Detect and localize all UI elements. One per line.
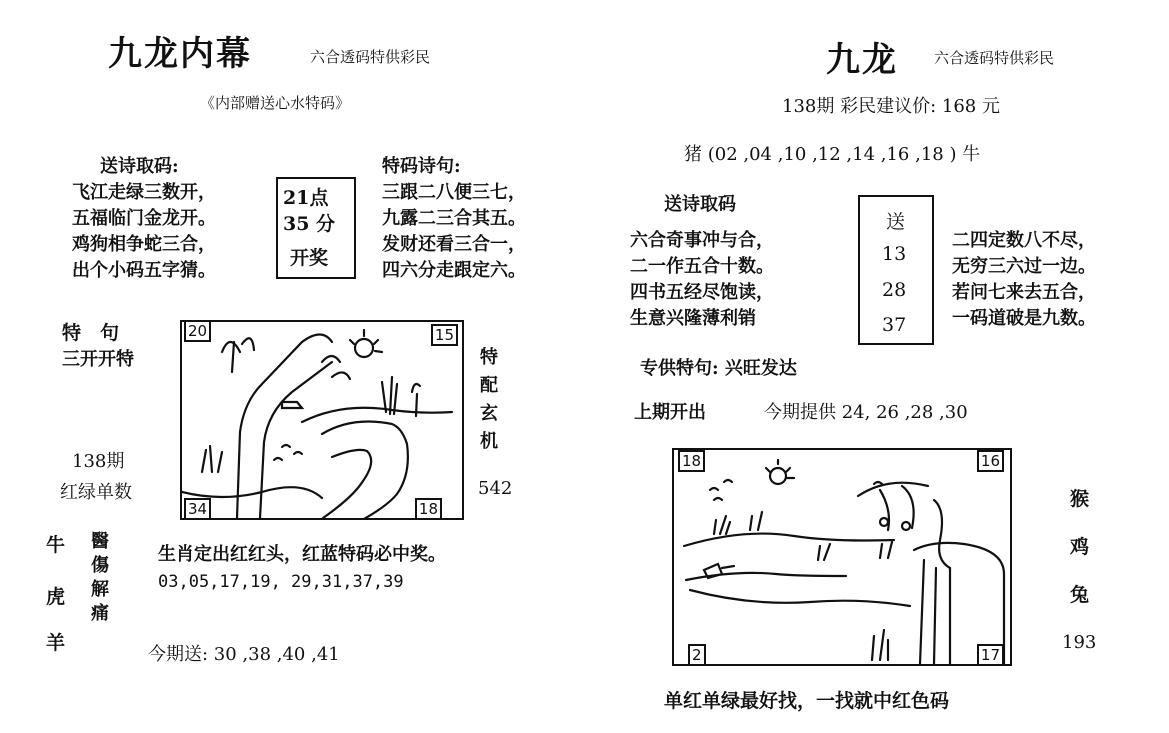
- right-send-box: [858, 195, 934, 345]
- right-poem2: [952, 228, 1096, 332]
- pig-line: 猪 (02 ,04 ,10 ,12 ,14 ,16 ,18 ) 牛: [684, 144, 981, 165]
- left-poem-line: 飞江走绿三数开，: [72, 182, 216, 203]
- left-poem-line: 五福临门金龙开。: [72, 208, 216, 229]
- left-sketch-corner-br: 18: [415, 500, 442, 518]
- right-sketch-corner-br: 17: [977, 646, 1004, 664]
- draw-time-hour: 21点: [283, 187, 329, 209]
- right-poem-line: 二一作五合十数。: [630, 256, 774, 277]
- left-poem: [72, 180, 216, 284]
- draw-time-minute: 35 分: [283, 213, 336, 235]
- left-landscape-sketch: [180, 320, 464, 520]
- send-box-num: 37: [882, 314, 907, 336]
- left-tema-line: 九露二三合其五。: [382, 208, 526, 229]
- send-box-label: 送: [886, 211, 906, 233]
- left-zodiac-2: 虎: [46, 586, 66, 608]
- shengxiao-line: 生肖定出红红头，红蓝特码必中奖。: [158, 544, 446, 565]
- left-issue: 138期: [72, 451, 125, 472]
- left-subtitle: 六合透码特供彩民: [310, 48, 431, 66]
- draw-time-label: 开奖: [290, 247, 329, 269]
- left-sketch-corner-bl: 34: [184, 500, 211, 518]
- right-poem2-line: 一码道破是九数。: [952, 308, 1096, 329]
- left-sketch-corner-tr: 15: [431, 326, 458, 344]
- numbers-line: 03,05,17,19, 29,31,37,39: [158, 572, 404, 592]
- right-sketch-corner-tl: 18: [678, 452, 705, 470]
- right-side-number: 193: [1062, 632, 1097, 653]
- left-side-vertical: 特 配 玄 机: [480, 347, 498, 452]
- right-poem-line: 生意兴隆薄利销: [630, 308, 756, 329]
- left-tema-line: 四六分走跟定六。: [382, 260, 526, 281]
- right-zodiac-1: 猴: [1070, 488, 1090, 510]
- right-subtitle: 六合透码特供彩民: [934, 49, 1055, 67]
- right-zodiac-2: 鸡: [1070, 536, 1090, 558]
- left-sketch-corner-tl: 20: [184, 322, 211, 340]
- left-title: 九龙内幕: [108, 34, 252, 74]
- right-footer: 单红单绿最好找，一找就中红色码: [664, 690, 950, 712]
- right-sketch-corner-tr: 16: [977, 452, 1004, 470]
- right-poem-line: 六合奇事冲与合，: [630, 230, 774, 251]
- right-poem-heading: 送诗取码: [664, 194, 736, 215]
- right-poem-line: 四书五经尽饱读，: [630, 282, 774, 303]
- left-zodiac-1: 牛: [46, 534, 66, 556]
- right-poem2-line: 无穷三六过一边。: [952, 256, 1096, 277]
- left-odd-label: 红绿单数: [60, 482, 132, 503]
- left-tema-heading: 特码诗句:: [382, 156, 461, 177]
- left-poem-heading: 送诗取码:: [100, 156, 179, 177]
- left-stamp: 醫 傷 解 痛: [91, 531, 109, 624]
- left-draw-time-box: [276, 177, 356, 279]
- right-landscape-sketch: [672, 448, 1012, 666]
- left-tema-poem: [382, 180, 526, 284]
- left-side-number: 542: [478, 478, 513, 499]
- teju-text: 三开开特: [62, 349, 134, 370]
- left-tema-line: 三跟二八便三七，: [382, 182, 526, 203]
- left-bracket-title: 《内部赠送心水特码》: [200, 94, 351, 112]
- left-poem-line: 出个小码五字猜。: [72, 260, 216, 281]
- right-sketch-corner-bl: 2: [688, 646, 706, 664]
- left-tema-line: 发财还看三合一，: [382, 234, 526, 255]
- right-poem2-line: 二四定数八不尽，: [952, 230, 1096, 251]
- right-zodiac-3: 兔: [1070, 584, 1090, 606]
- right-sketch-drawing: [674, 450, 1010, 664]
- teju-title: 特 句: [62, 322, 120, 344]
- right-title: 九龙: [826, 40, 898, 80]
- last-issue-label: 上期开出: [634, 402, 706, 423]
- send-box-num: 13: [882, 243, 907, 265]
- right-poem: [630, 228, 774, 332]
- left-send-line: 今期送: 30 ,38 ,40 ,41: [148, 644, 340, 665]
- left-poem-line: 鸡狗相争蛇三合，: [72, 234, 216, 255]
- right-poem2-line: 若问七来去五合，: [952, 282, 1096, 303]
- right-issue-price: 138期 彩民建议价: 168 元: [782, 96, 1000, 117]
- left-sketch-drawing: [182, 322, 462, 518]
- this-issue-line: 今期提供 24, 26 ,28 ,30: [764, 402, 968, 423]
- send-box-num: 28: [882, 279, 907, 301]
- special-line: 专供特句: 兴旺发达: [640, 358, 797, 379]
- left-zodiac-3: 羊: [46, 632, 66, 654]
